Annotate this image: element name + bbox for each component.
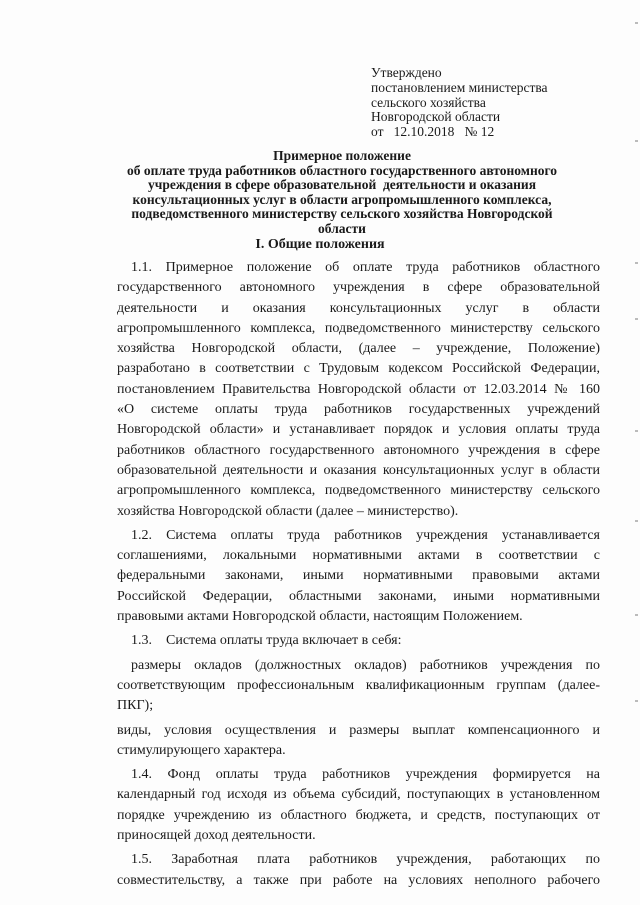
section-heading: I. Общие положения [255,237,385,252]
paragraph-1-1 [117,258,600,522]
text-line: 1.2. Система оплаты труда работников учреждения устанавливается [131,527,600,543]
title-line: учреждения в сфере образовательной деятельности и оказания [147,177,537,193]
approval-line: Утверждено [371,65,442,80]
text-line: ПКГ); [117,698,154,714]
paragraph-oklady [117,656,600,717]
text-line: Российской Федерации, областными законами, иными нормативными [117,588,600,604]
text-line: приносящей доход деятельности. [117,828,316,844]
title-line: области [318,220,366,236]
approval-date-line: от 12.10.2018 № 12 [371,124,495,140]
text-line: совместительству, а также при работе на условиях неполного рабочего [117,872,600,888]
approval-line: постановлением министерства [371,79,548,95]
text-line: государственного автономного учреждения в сфере образовательной [117,280,600,296]
text-line: «О системе оплаты труда работников государственных учреждений [117,402,600,418]
text-line: соответствующим профессиональным квалификационным группам (далее- [117,677,600,693]
paragraph-1-4 [117,765,600,846]
text-line: агропромышленного комплекса, подведомственного министерству сельского [117,483,600,499]
text-line: виды, условия осуществления и размеры выплат компенсационного и [117,722,600,738]
title-line: консультационных услуг в области агропромышленного комплекса, [132,191,552,207]
text-line: размеры окладов (должностных окладов) работников учреждения по [131,657,600,673]
text-line: работников областного государственного автономного учреждения в сфере [117,442,600,458]
approval-line: сельского хозяйства [371,94,486,110]
paragraph-1-5 [117,850,600,891]
text-line: календарный год исходя из объема субсидий, поступающих в установленном [117,787,600,803]
text-line: стимулирующего характера. [117,742,286,758]
title-line: подведомственного министерству сельского хозяйства Новгородской [131,206,553,222]
text-line: деятельности и оказания консультационных услуг в области [117,300,600,316]
text-line: правовыми актами Новгородской области, настоящим Положением. [117,609,523,625]
text-line: порядке учреждению из областного бюджета, и средств, поступающих от [117,807,600,823]
text-line: хозяйства Новгородской области (далее – министерство). [117,503,459,519]
text-line: хозяйства Новгородской области, (далее – учреждение, Положение) [117,341,600,357]
text-line: Новгородской области» и устанавливает порядок и условия оплаты труда [117,422,600,438]
paragraph-vyplaty [117,721,600,762]
title-line: об оплате труда работников областного государственного автономного [126,162,558,178]
text-line: 1.4. Фонд оплаты труда работников учреждения формируется на [131,767,600,783]
paragraph-1-3 [117,631,600,651]
text-line: 1.1. Примерное положение об оплате труда работников областного [131,260,600,275]
paragraph-1-2 [117,526,600,627]
text-line: агропромышленного комплекса, подведомственного министерству сельского [117,320,600,336]
text-line: образовательной деятельности и оказания консультационных услуг в области [117,462,600,478]
text-line: соглашениями, локальными нормативными актами в соответствии с [117,548,600,564]
approval-stamp [371,66,611,140]
text-line: 1.3. Система оплаты труда включает в себя: [131,633,402,649]
text-line: федеральными законами, иными нормативными правовыми актами [117,568,600,584]
title-line: Примерное положение [273,148,411,163]
document-title [92,149,592,237]
text-line: 1.5. Заработная плата работников учреждения, работающих по [131,852,600,868]
scan-edge-marks [632,0,638,905]
document-body [117,258,600,891]
approval-line: Новгородской области [371,109,501,125]
text-line: постановлением Правительства Новгородской области от 12.03.2014 № 160 [117,381,600,397]
text-line: разработано в соответствии с Трудовым кодексом Российской Федерации, [117,361,600,377]
